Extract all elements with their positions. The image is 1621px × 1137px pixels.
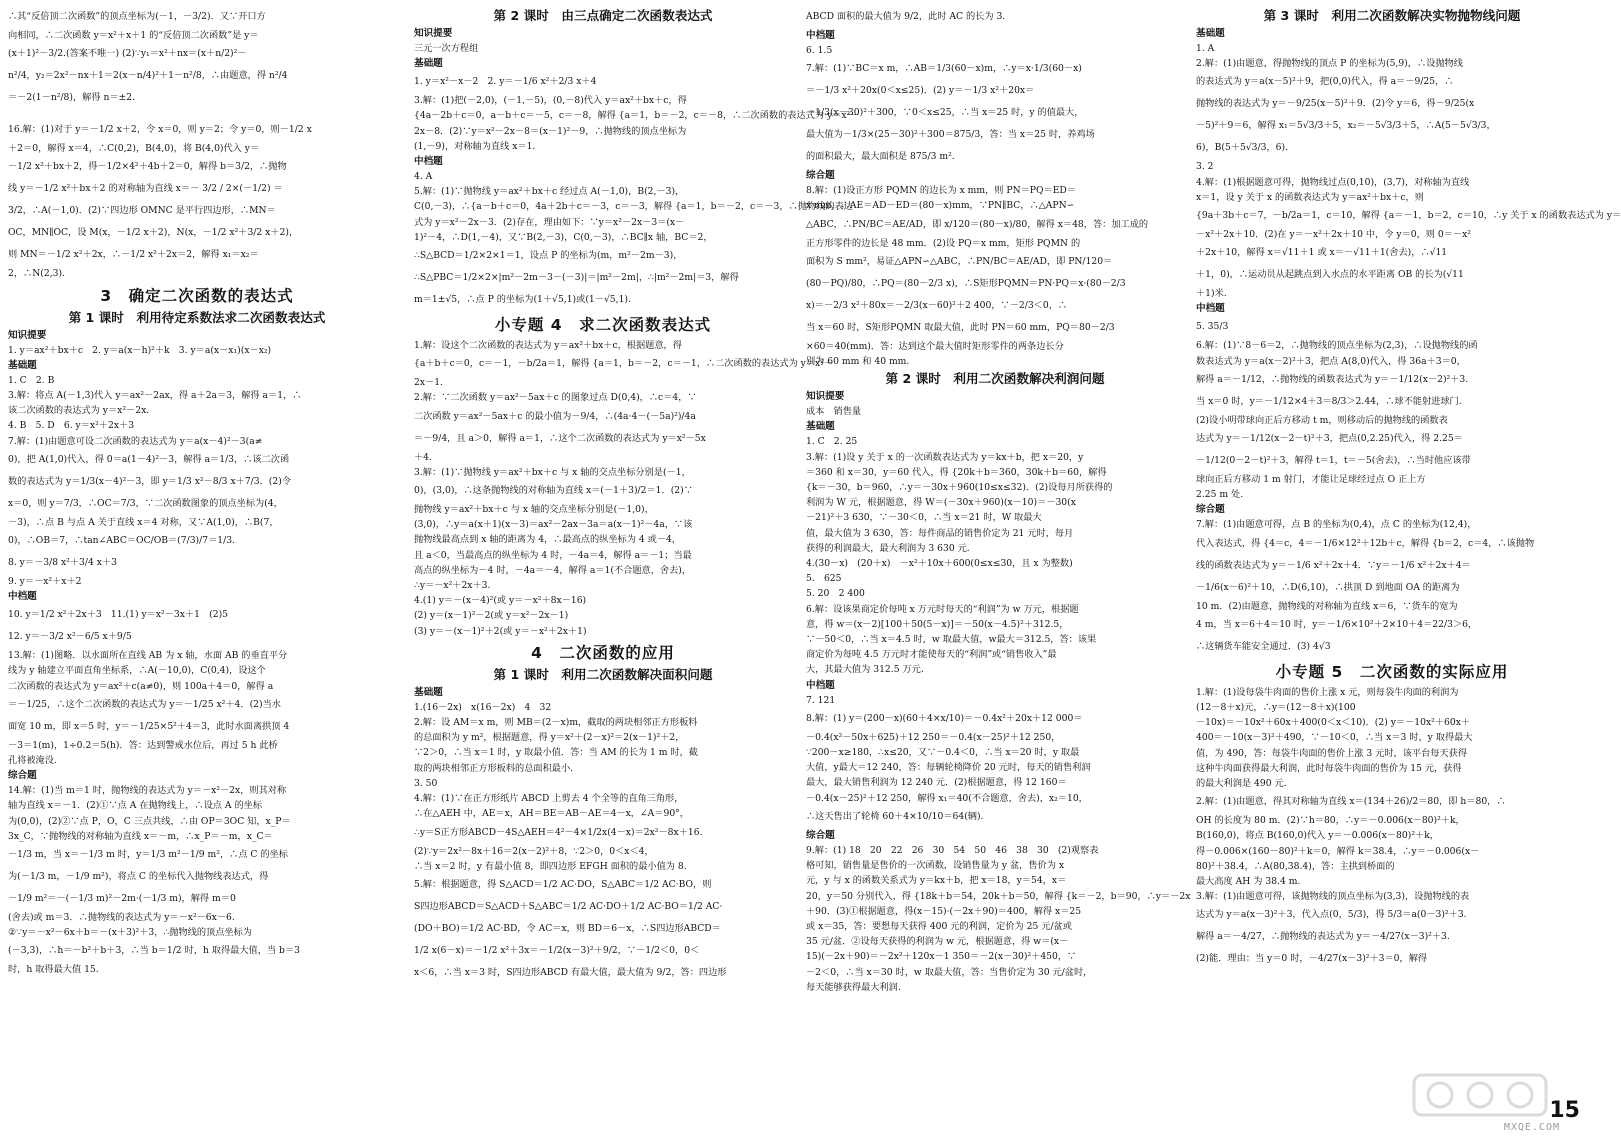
answer-line: 6.解：(1)∵8－6＝2，∴抛物线的顶点坐标为(2,3)，∴设抛物线的函 [1196,340,1478,352]
answer-line: 达式为 y＝－1/12(x－2－t)²＋3，把点(0,2.25)代入，得 2.25＝ [1196,433,1463,445]
answer-line: 抛物线最高点到 x 轴的距离为 4，∴最高点的纵坐标为 4 或－4， [414,534,682,546]
answer-line: 3x_C，∵抛物线的对称轴为直线 x＝－m，∴x_P＝－m，x_C＝ [8,830,273,842]
answer-line: 最大高度 AH 为 38.4 m. [1196,876,1301,888]
answer-line: (1,－9)，对称轴为直线 x＝1. [414,140,536,152]
answer-line: 0)，(3,0)，∴这条抛物线的对称轴为直线 x＝(－1＋3)/2＝1．(2)∵ [414,485,693,497]
answer-line: 4.(30－x) (20＋x) －x²＋10x＋600(0≤x≤30，且 x 为整数) [806,558,1073,570]
answer-line: 8.解：(1) y＝(200－x)(60＋4×x/10)＝－0.4x²＋20x＋12 000＝ [806,712,1083,724]
answer-line: －10x)＝－10x²＋60x＋400(0＜x＜10)．(2) y＝－10x²＋60x＋ [1196,717,1471,729]
subsection-label: 基础题 [8,359,37,371]
answer-line: OH 的长度为 80 m．(2)∵h＝80，∴y＝－0.006(x－80)²＋k， [1196,815,1465,827]
answer-line: ＋2＝0，解得 x＝4，∴C(0,2)，B(4,0)，将 B(4,0)代入 y＝ [8,143,260,155]
answer-line: x mm，∴AE＝AD－ED＝(80－x)mm，∵PN∥BC，∴△APN∽ [806,200,1075,212]
answer-line: 面宽 10 m，即 x＝5 时，y＝－1/25×5²＋4＝3，此时水面离拱顶 4 [8,720,290,732]
section-heading: 小专题 4 求二次函数表达式 [494,316,712,335]
answer-line: －3＝1(m)，1÷0.2＝5(h)．答：达到警戒水位后，再过 5 h 此桥 [8,739,278,751]
section-heading: 小专题 5 二次函数的实际应用 [1275,662,1509,681]
answer-line: 式为 y＝x²－2x－3．(2)存在，理由如下：∵y＝x²－2x－3＝(x－ [414,216,685,228]
answer-line: 10. y＝1/2 x²＋2x＋3 11.(1) y＝x²－3x＋1 (2)5 [8,609,228,621]
answer-line: 3.解：(1)设 y 关于 x 的一次函数表达式为 y＝kx＋b，把 x＝20，y [806,451,1084,463]
answer-line: (DO＋BO)＝1/2 AC·BD，令 AC＝x，则 BD＝6－x，∴S四边形ABCD＝ [414,922,721,934]
answer-line: ∴y＝－x²＋2x＋3. [414,580,491,592]
lesson-heading: 第 3 课时 利用二次函数解决实物抛物线问题 [1263,8,1521,23]
answer-line: 值，最大值为 3 630，答：每件商品的销售价定为 21 元时，每月 [806,527,1074,539]
answer-line: (12－8＋x)元，∴y＝(12－8＋x)(100 [1196,702,1356,714]
answer-line: 400＝－10(x－3)²＋490，∵－10＜0，∴当 x＝3 时，y 取得最大 [1196,732,1473,744]
answer-line: 成本 销售量 [806,406,862,418]
answer-line: 的总面积为 y m²，根据题意，得 y＝x²＋(2－x)²＝2(x－1)²＋2， [414,732,685,744]
subsection-label: 综合题 [806,829,835,841]
answer-line: 2，∴N(2,3). [8,268,65,280]
answer-line: ＋2x＋10，解得 x＝√11＋1 或 x＝－√11＋1(舍去)，∴√11 [1196,247,1448,259]
answer-line: 最大，最大销售利润为 12 240 元．(2)根据题意，得 12 160＝ [806,777,1067,789]
answer-line: (2)∵y＝2x²－8x＋16＝2(x－2)²＋8，∵2＞0，0＜x＜4， [414,845,654,857]
answer-line: 8. y＝－3/8 x²＋3/4 x＋3 [8,557,117,569]
answer-line: x)＝－2/3 x²＋80x＝－2/3(x－60)²＋2 400，∵－2/3＜0，∴ [806,299,1068,311]
answer-line: ＝360 和 x＝30，y＝60 代入，得 {20k＋b＝360，30k＋b＝60，解得 [806,466,1107,478]
answer-line: ＋1，0)，∴运动员从起跳点到入水点的水平距离 OB 的长为(√11 [1196,269,1464,281]
answer-line: 4. A [414,171,433,183]
answer-line: 5. 35/3 [1196,321,1229,333]
subsection-label: 基础题 [1196,28,1225,39]
answer-line: 三元一次方程组 [414,43,479,54]
answer-line: 6. 1.5 [806,45,833,56]
answer-line: ∴这辆货车能安全通过．(3) 4√3 [1196,640,1331,652]
answer-line: 孔将被淹没. [8,755,57,767]
answer-line: 每天能够获得最大利润. [806,981,901,993]
answer-line: ∴其“反倍顶二次函数”的顶点坐标为(－1，－3/2)．又∵开口方 [8,11,266,22]
answer-line: 14.解：(1)当 m＝1 时，抛物线的表达式为 y＝－x²－2x，则其对称 [8,785,287,797]
answer-line: 获得的利润最大，最大利润为 3 630 元. [806,542,970,554]
answer-line: 5.解：根据题意，得 S△ACD＝1/2 AC·DO，S△ABC＝1/2 AC·BO，则 [414,878,712,890]
lesson-heading: 第 1 课时 利用二次函数解决面积问题 [493,666,713,682]
answer-line: 3. 50 [414,777,438,789]
answer-line: x＝1，设 y 关于 x 的函数表达式为 y＝ax²＋bx＋c，则 [1196,191,1424,203]
answer-line: ＝－1/25，∴这个二次函数的表达式为 y＝－1/25 x²＋4．(2)当水 [8,698,281,710]
answer-line: x＜6，∴当 x＝3 时，S四边形ABCD 有最大值，最大值为 9/2，答：四边形 [414,966,727,978]
answer-line: 0)，把 A(1,0)代入，得 0＝a(1－4)²－3，解得 a＝1/3，∴该二次函 [8,453,290,465]
answer-line: 15)(－2x＋90)＝－2x²＋120x－1 350＝－2(x－30)²＋450，∵ [806,951,1077,963]
answer-line: 解得 a＝－4/27，∴抛物线的表达式为 y＝－4/27(x－3)²＋3. [1196,931,1450,943]
answer-line: (舍去)或 m＝3．∴抛物线的表达式为 y＝－x²－6x－6. [8,912,235,924]
answer-line: 数表达式为 y＝a(x－2)²＋3，把点 A(8,0)代入，得 36a＋3＝0， [1196,355,1466,367]
answer-line: 2.解：(1)由题意，得抛物线的顶点 P 的坐标为(5,9)，∴设抛物线 [1196,58,1463,70]
section-heading: 3 确定二次函数的表达式 [100,286,294,305]
answer-line: m＝1±√5，∴点 P 的坐标为(1＋√5,1)或(1－√5,1). [414,294,631,306]
answer-line: ∴当 x＝2 时，y 有最小值 8，即四边形 EFGH 面积的最小值为 8. [414,860,687,872]
answer-line: {a＋b＋c＝0，c＝－1，－b/2a＝1，解得 {a＝1，b＝－2，c＝－1，∴二次函数的表达式为 y＝x²－ [414,358,834,370]
answer-line: 4.(1) y＝－(x－4)²(或 y＝－x²＋8x－16) [414,595,587,607]
answer-line: (3,0)，∴y＝a(x＋1)(x－3)＝ax²－2ax－3a＝a(x－1)²－4a，∵该 [414,519,693,531]
answer-line: －21)²＋3 630，∵－30＜0，∴当 x＝21 时，W 取最大 [806,512,1042,524]
answer-line: －1/9 m²＝－(－1/3 m)²－2m·(－1/3 m)，解得 m＝0 [8,893,236,905]
answer-line: 代入表达式，得 {4＝c，4＝－1/6×12²＋12b＋c，解得 {b＝2，c＝4，∴该抛物 [1196,537,1535,549]
answer-line: ＋90．(3)①根据题意，得(x－15)·(－2x＋90)＝400，解得 x＝25 [806,905,1082,917]
answer-line: 7. 121 [806,694,836,706]
answer-line: 的表达式为 y＝a(x－5)²＋9，把(0,0)代入，得 a＝－9/25，∴ [1196,76,1454,88]
answer-line: 6.解：设该果商定价每吨 x 万元时每天的“利润”为 w 万元，根据题 [806,603,1079,615]
answer-line: 抛物线 y＝ax²＋bx＋c 与 x 轴的交点坐标分别是(－1,0)， [414,504,654,516]
answer-line: 3/2，∴A(－1,0)．(2)∵四边形 OMNC 是平行四边形，∴MN＝ [8,205,276,217]
answer-line: n²/4，y₂＝2x²－nx＋1＝2(x－n/4)²＋1－n²/8，∴由题意，得 n²/4 [8,70,288,82]
answer-line: 别为 60 mm 和 40 mm. [806,356,910,368]
answer-line: 4 m，当 x＝6＋4＝10 时，y＝－1/6×10²＋2×10＋4＝22/3＞6， [1196,618,1478,630]
answer-line: ∵2＞0，∴当 x＝1 时，y 取最小值．答：当 AM 的长为 1 m 时，截 [414,747,698,759]
answer-line: ∴S△PBC＝1/2×2×|m²－2m－3－(－3)|＝|m²－2m|，∴|m²－2m|＝3，解得 [414,272,739,284]
answer-line: 解得 a＝－1/12，∴抛物线的函数表达式为 y＝－1/12(x－2)²＋3. [1196,373,1469,385]
answer-line: 3.解：将点 A(－1,3)代入 y＝ax²－2ax，得 a＋2a＝3，解得 a＝1，∴ [8,390,302,402]
answer-line: －1/12(0－2－t)²＋3，解得 t＝1，t＝－5(舍去)，∴当时他应该带 [1196,455,1471,467]
answer-line: 当 x＝0 时，y＝－1/12×4＋3＝8/3＞2.44，∴球不能射进球门. [1196,395,1462,407]
answer-line: 正方形零件的边长是 48 mm．(2)设 PQ＝x mm，矩形 PQMN 的 [806,237,1081,249]
answer-line: 向相同，∴二次函数 y＝x²＋x＋1 的“反倍顶二次函数”是 y＝ [8,30,259,41]
answer-line: 或 x＝35，答：要想每天获得 400 元的利润，定价为 25 元/盆或 [806,920,1072,932]
answer-line: 6)，B(5＋5√3/3，6). [1196,142,1289,154]
answer-line: 3.解：(1)∵抛物线 y＝ax²＋bx＋c 与 x 轴的交点坐标分别是(－1， [414,466,691,478]
watermark-text: MXQE.COM [1503,1122,1560,1133]
subsection-label: 中档题 [414,156,443,168]
answer-line: x＝0，则 y＝7/3，∴OC＝7/3，∵二次函数图象的顶点坐标为(4， [8,497,283,509]
answer-line: 大，其最大值为 312.5 万元. [806,664,924,676]
subsection-label: 综合题 [806,170,835,182]
answer-line: 数的表达式为 y＝1/3(x－4)²－3，即 y＝1/3 x²－8/3 x＋7/3．(2)令 [8,475,291,487]
subsection-label: 知识提要 [414,28,453,39]
answer-line: C(0,－3)，∴{a－b＋c＝0，4a＋2b＋c＝－3，c＝－3，解得 {a＝1，b＝－2，c＝－3，∴抛物线的表达 [414,201,853,213]
answer-line: －1/6(x－6)²＋10，∴D(6,10)，∴拱顶 D 到地面 OA 的距离为 [1196,581,1460,593]
answer-line: 1. C 2. 25 [806,436,858,448]
subsection-label: 中档题 [1196,303,1225,315]
answer-line: 该二次函数的表达式为 y＝x²－2x. [8,405,150,417]
answer-line: ×60＝40(mm)．答：达到这个最大值时矩形零件的两条边长分 [806,340,1064,352]
answer-line: 1.解：(1)设每袋牛肉面的售价上涨 x 元，则每袋牛肉面的利润为 [1196,686,1459,698]
subsection-label: 知识提要 [8,329,47,341]
answer-line: 12. y＝－3/2 x²－6/5 x＋9/5 [8,631,132,643]
subsection-label: 中档题 [806,679,835,691]
answer-line: 9.解：(1) 18 20 22 26 30 54 50 46 38 30 (2)观察表 [806,844,1099,856]
subsection-label: 中档题 [8,591,37,603]
answer-line: 1/2 x(6－x)＝－1/2 x²＋3x＝－1/2(x－3)²＋9/2，∵－1/2＜0，0＜ [414,944,700,956]
lesson-heading: 第 1 课时 利用待定系数法求二次函数表达式 [68,309,326,325]
answer-line: ＋1)米. [1196,288,1227,300]
answer-line: 20，y＝50 分别代入，得 {18k＋b＝54，20k＋b＝50，解得 {k＝－2，b＝90，∴y＝－2x [806,890,1191,902]
answer-line: ∴在△AEH 中，AE＝x，AH＝BE＝AB－AE＝4－x，∠A＝90°， [414,808,689,820]
answer-line: {4a－2b＋c＝0，a－b＋c＝－5，c＝－8，解得 {a＝1，b＝－2，c＝－8，∴二次函数的表达式为 y＝x²－ [414,110,860,122]
answer-line: 二次函数 y＝ax²－5ax＋c 的最小值为－9/4，∴(4a·4－(－5a)²)/4a [414,410,696,422]
answer-line: 线 y＝－1/2 x²＋bx＋2 的对称轴为直线 x＝－ 3/2 / 2×(－1/2) ＝ [8,183,283,195]
answer-line: (80－PQ)/80，∴PQ＝(80－2/3 x)，∴S矩形PQMN＝PN·PQ＝x·(80－2/3 [806,277,1126,289]
answer-line: 线的函数表达式为 y＝－1/6 x²＋2x＋4．∵y＝－1/6 x²＋2x＋4＝ [1196,559,1471,571]
answer-line: 则 MN＝－1/2 x²＋2x，∴－1/2 x²＋2x＝2，解得 x₁＝x₂＝ [8,249,259,261]
answer-line: ∵－50＜0，∴当 x＝4.5 时，w 取最大值，w最大＝312.5，答：该果 [806,634,1097,646]
answer-line: 35 元/盆．②设每天获得的利润为 w 元，根据题意，得 w＝(x－ [806,936,1069,948]
watermark-logo [1410,1067,1550,1127]
answer-line: －1/3(x－30)²＋300，∵0＜x≤25，∴当 x＝25 时，y 的值最大， [806,107,1084,119]
answer-line: {9a＋3b＋c＝7，－b/2a＝1，c＝10，解得 {a＝－1，b＝2，c＝10，∴y 关于 x 的函数表达式为 y＝ [1196,210,1621,222]
spacer [8,109,386,119]
answer-line: (2)设小明带球向正后方移动 t m，则移动后的抛物线的函数表 [1196,414,1448,426]
answer-line: 为(0,0)，(2)②∵点 P，O，C 三点共线，∴由 OP＝3OC 知，x_P＝ [8,815,291,827]
subsection-label: 基础题 [414,686,443,698]
answer-line: 二次函数的表达式为 y＝ax²＋c(a≠0)，则 100a＋4＝0，解得 a [8,680,274,692]
answer-line: 格可知，销售量是售价的一次函数，设销售量为 y 盆，售价为 x [806,860,1065,872]
answer-line: ∴S△BCD＝1/2×2×1＝1，设点 P 的坐标为(m，m²－2m－3)， [414,250,683,262]
answer-line: 高点的纵坐标为－4 时，－4a＝－4，解得 a＝1(不合题意，舍去)， [414,564,692,576]
answer-line: ABCD 面积的最大值为 9/2，此时 AC 的长为 3. [806,11,1006,22]
answer-line: 元，y 与 x 的函数关系式为 y＝kx＋b，把 x＝18，y＝54，x＝ [806,875,1067,887]
page-number: 15 [1549,1098,1580,1123]
answer-line: 当 x＝60 时，S矩形PQMN 取最大值，此时 PN＝60 mm，PQ＝80－2/3 [806,321,1115,333]
subsection-label: 中档题 [806,30,835,41]
answer-line: 9. y＝－x²＋x＋2 [8,576,82,588]
answer-line: 1. A [1196,43,1215,54]
answer-line: 0)，∴OB＝7，∴tan∠ABC＝OC/OB＝(7/3)/7＝1/3. [8,535,235,547]
answer-line: 5. 20 2 400 [806,588,865,600]
answer-line: ∴这天售出了轮椅 60＋4×10/10＝64(辆). [806,810,984,822]
answer-line: 1. y＝ax²＋bx＋c 2. y＝a(x－h)²＋k 3. y＝a(x－x₁)(x－x₂) [8,344,272,356]
answer-line: 2.25 m 处. [1196,489,1244,501]
subsection-label: 综合题 [8,770,37,782]
answer-line: －x²＋2x＋10．(2)在 y＝－x²＋2x＋10 中，令 y＝0，则 0＝－x² [1196,229,1471,241]
answer-line: S四边形ABCD＝S△ACD＋S△ABC＝1/2 AC·DO＋1/2 AC·BO＝1/2 AC· [414,900,723,912]
answer-line: (x＋1)²－3/2.(答案不唯一) (2)∵y₁＝x²＋nx＝(x＋n/2)²－ [8,48,247,60]
answer-line: 4.解：(1)根据题意可得，抛物线过点(0,10)，(3,7)，对称轴为直线 [1196,176,1470,188]
answer-line: 轴为直线 x＝－1．(2)①∵点 A 在抛物线上，∴设点 A 的坐标 [8,800,263,812]
answer-line: 达式为 y＝a(x－3)²＋3，代入点(0，5/3)，得 5/3＝a(0－3)²＋3. [1196,909,1467,921]
answer-line: △ABC，∴PN/BC＝AE/AD，即 x/120＝(80－x)/80，解得 x＝48，答：加工成的 [806,218,1149,230]
answer-line: 线为 y 轴建立平面直角坐标系，∴A(－10,0)，C(0,4)，设这个 [8,665,266,677]
answer-line: ∴y＝S正方形ABCD－4S△AEH＝4²－4×1/2x(4－x)＝2x²－8x＋16. [414,826,703,838]
answer-line: (3) y＝－(x－1)²＋2(或 y＝－x²＋2x＋1) [414,625,587,637]
answer-line: ＝－2(1－n²/8)，解得 n＝±2. [8,92,136,104]
answer-line: (2)能．理由：当 y＝0 时，－4/27(x－3)²＋3＝0，解得 [1196,953,1428,965]
answer-line: 2.解：设 AM＝x m，则 MB＝(2－x)m，截取的两块相邻正方形板料 [414,717,698,729]
answer-line: 3. 2 [1196,161,1214,173]
answer-line: ②∵y＝－x²－6x＋b＝－(x＋3)²＋3，∴抛物线的顶点坐标为 [8,927,252,939]
answer-line: B(160,0)，将点 B(160,0)代入 y＝－0.006(x－80)²＋k， [1196,830,1439,842]
subsection-label: 基础题 [414,58,443,70]
answer-line: 利润为 W 元，根据题意，得 W＝(－30x＋960)(x－10)＝－30(x [806,497,1076,509]
answer-line: 且 a＜0，当最高点的纵坐标为 4 时，－4a＝4，解得 a＝－1；当最 [414,549,692,561]
answer-line: ＝－1/3 x²＋20x(0＜x≤25)．(2) y＝－1/3 x²＋20x＝ [806,85,1035,97]
answer-line: 这种牛肉面获得最大利润，此时每袋牛肉面的售价为 15 元，获得 [1196,762,1462,774]
answer-line: 2.解：∵二次函数 y＝ax²－5ax＋c 的图象过点 D(0,4)，∴c＝4，∵ [414,392,697,404]
answer-line: 2x－1. [414,377,443,389]
answer-line: 取的两块相邻正方形板料的总面积最小. [414,762,574,774]
answer-line: 1. y＝x²－x－2 2. y＝－1/6 x²＋2/3 x＋4 [414,76,597,88]
answer-line: 商定价为每吨 4.5 万元时才能使每天的“利润”或“销售收入”最 [806,649,1057,661]
subsection-label: 综合题 [1196,504,1225,516]
answer-line: {k＝－30，b＝960，∴y＝－30x＋960(10≤x≤32)．(2)设每月所获得的 [806,482,1113,494]
answer-line: 7.解：(1)∵BC＝x m，∴AB＝1/3(60－x)m，∴y＝x·1/3(60－x) [806,63,1082,75]
section-heading: 4 二次函数的应用 [531,643,675,662]
answer-line: 16.解：(1)对于 y＝－1/2 x＋2，令 x＝0，则 y＝2；令 y＝0，则－1/2 x [8,124,312,136]
answer-line: ＋4. [414,451,432,463]
lesson-heading: 第 2 课时 利用二次函数解决利润问题 [885,371,1105,387]
answer-line: 的面积最大，最大面积是 875/3 m². [806,151,955,163]
answer-line: －2＜0，∴当 x＝30 时，w 取最大值，答：当售价定为 30 元/盆时， [806,966,1093,978]
answer-line: 7.解：(1)由题意可设二次函数的表达式为 y＝a(x－4)²－3(a≠ [8,435,263,447]
answer-line: 80)²＋38.4，∴A(80,38.4)，答：主拱到桥面的 [1196,860,1395,872]
answer-line: 最大值为－1/3×(25－30)²＋300＝875/3，答：当 x＝25 时，养鸡场 [806,129,1095,141]
column-1 [8,6,386,1128]
answer-line: 1)²－4，∴D(1,－4)，又∵B(2,－3)，C(0,－3)，∴BC∥x 轴，BC＝2， [414,231,713,243]
answer-line: 意，得 w＝(x－2)[100＋50(5－x)]＝－50(x－4.5)²＋312.5， [806,618,1069,630]
answer-line: (－3,3)，∴h＝－b²＋b＋3，∴当 b＝1/2 时，h 取得最大值，当 b＝3 [8,945,300,957]
column-4 [1196,6,1621,1128]
answer-line: ＝－9/4，且 a＞0，解得 a＝1，∴这个二次函数的表达式为 y＝x²－5x [414,432,706,444]
answer-line: 7.解：(1)由题意可得，点 B 的坐标为(0,4)，点 C 的坐标为(12,4)， [1196,519,1477,531]
answer-line: 值，为 490，答：每袋牛肉面的售价上涨 3 元时，该平台每天获得 [1196,747,1468,759]
answer-line: －1/2 x²＋bx＋2，得－1/2×4²＋4b＋2＝0，解得 b＝3/2，∴抛物 [8,161,287,173]
answer-line: 1.解：设这个二次函数的表达式为 y＝ax²＋bx＋c，根据题意，得 [414,340,682,352]
answer-line: 的最大利润是 490 元. [1196,778,1287,790]
answer-line: 大值，y最大＝12 240，答：每辆轮椅降价 20 元时，每天的销售利润 [806,762,1091,774]
lesson-heading: 第 2 课时 由三点确定二次函数表达式 [493,8,713,23]
answer-line: 为(－1/3 m，－1/9 m²)，将点 C 的坐标代入抛物线表达式，得 [8,871,269,883]
answer-line: 5. 625 [806,573,842,585]
answer-line: ∵200－x≥180，∴x≤20，又∵－0.4＜0，∴当 x＝20 时，y 取最 [806,747,1080,759]
answer-line: 3.解：(1)把(－2,0)，(－1,－5)，(0,－8)代入 y＝ax²＋bx＋c，得 [414,95,687,107]
answer-line: －3)，∴点 B 与点 A 关于直线 x＝4 对称，又∵A(1,0)，∴B(7， [8,516,279,528]
answer-line: 4. B 5. D 6. y＝x²＋2x＋3 [8,420,135,432]
answer-line: －5)²＋9＝6，解得 x₁＝5√3/3＋5，x₂＝－5√3/3＋5，∴A(5－5√3/3， [1196,120,1496,132]
answer-line: 抛物线的表达式为 y＝－9/25(x－5)²＋9．(2)令 y＝6，得－9/25(x [1196,98,1475,110]
answer-line: (2) y＝(x－1)²－2(或 y＝x²－2x－1) [414,610,569,622]
answer-line: －0.4(x－25)²＋12 250，解得 x₁＝40(不合题意，舍去)，x₂＝10， [806,792,1088,804]
answer-line: 10 m．(2)由题意，抛物线的对称轴为直线 x＝6，∵货车的宽为 [1196,600,1458,612]
answer-line: －1/3 m，当 x＝－1/3 m 时，y＝1/3 m²－1/9 m²，∴点 C 的坐标 [8,849,288,861]
answer-line: 时，h 取得最大值 15. [8,964,99,976]
answer-line: 面积为 S mm²，易证△APN∽△ABC，∴PN/BC＝AE/AD，即 PN/120＝ [806,255,1113,267]
answer-line: 2x－8．(2)∵y＝x²－2x－8＝(x－1)²－9，∴抛物线的顶点坐标为 [414,125,687,137]
answer-line: 3.解：(1)由题意可得，该抛物线的顶点坐标为(3,3)，设抛物线的表 [1196,891,1470,903]
subsection-label: 基础题 [806,421,835,433]
column-3 [806,6,1191,1128]
answer-line: 球向正后方移动 1 m 射门，才能让足球经过点 O 正上方 [1196,474,1426,486]
answer-line: 1.(16－2x) x(16－2x) 4 32 [414,701,552,713]
answer-line: 1. C 2. B [8,374,55,386]
answer-line: 5.解：(1)∵抛物线 y＝ax²＋bx＋c 经过点 A(－1,0)，B(2,－3)， [414,186,685,198]
answer-line: 13.解：(1)图略．以水面所在直线 AB 为 x 轴，水面 AB 的垂直平分 [8,650,288,662]
answer-line: OC，MN∥OC，设 M(x，－1/2 x＋2)，N(x，－1/2 x²＋3/2 x＋2)， [8,227,299,239]
answer-line: 2.解：(1)由题意，得其对称轴为直线 x＝(134＋26)/2＝80，即 h＝80，∴ [1196,796,1506,808]
answer-line: －0.4(x²－50x＋625)＋12 250＝－0.4(x－25)²＋12 250， [806,731,1061,743]
answer-line: 4.解：(1)∵在正方形纸片 ABCD 上剪去 4 个全等的直角三角形， [414,793,684,805]
answer-line: 8.解：(1)设正方形 PQMN 的边长为 x mm，则 PN＝PQ＝ED＝ [806,185,1076,197]
answer-line: 得－0.006×(160－80)²＋k＝0，解得 k＝38.4，∴y＝－0.006(x－ [1196,845,1480,857]
subsection-label: 知识提要 [806,391,845,403]
